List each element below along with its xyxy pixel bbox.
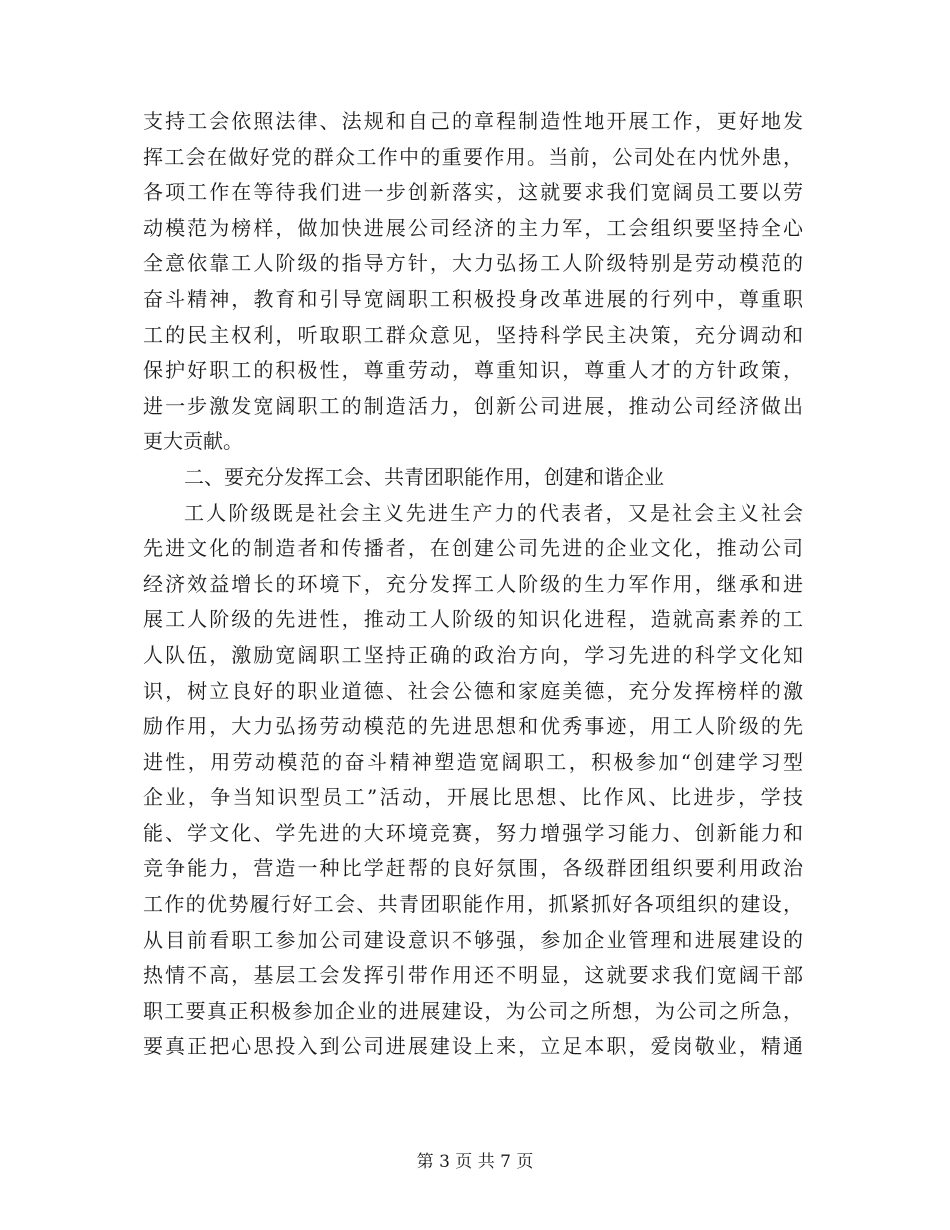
text-line: 先进文化的制造者和传播者，在创建公司先进的企业文化，推动公司 <box>143 536 803 561</box>
text-line: 识，树立良好的职业道德、社会公德和家庭美德，充分发挥榜样的激 <box>143 678 803 703</box>
text-line: 全意依靠工人阶级的指导方针，大力弘扬工人阶级特别是劳动模范的 <box>143 251 803 276</box>
text-line: 企业，争当知识型员工”活动，开展比思想、比作风、比进步，学技 <box>143 785 803 810</box>
text-line: 支持工会依照法律、法规和自己的章程制造性地开展工作，更好地发 <box>143 109 803 133</box>
text-line: 竞争能力，营造一种比学赶帮的良好氛围，各级群团组织要利用政治 <box>143 856 803 881</box>
text-line: 工的民主权利，听取职工群众意见，坚持科学民主决策，充分调动和 <box>143 322 803 347</box>
text-line-paragraph-end: 更大贡献。 <box>143 429 243 454</box>
text-line-paragraph-start: 工人阶级既是社会主义先进生产力的代表者，又是社会主义社会 <box>184 500 803 525</box>
text-line: 从目前看职工参加公司建设意识不够强，参加企业管理和进展建设的 <box>143 927 803 952</box>
text-line: 奋斗精神，教育和引导宽阔职工积极投身改革进展的行列中，尊重职 <box>143 286 803 311</box>
text-line: 职工要真正积极参加企业的进展建设，为公司之所想，为公司之所急， <box>143 998 803 1023</box>
text-line: 展工人阶级的先进性，推动工人阶级的知识化进程，造就高素养的工 <box>143 607 803 632</box>
text-line: 进一步激发宽阔职工的制造活力，创新公司进展，推动公司经济做出 <box>143 393 803 418</box>
section-heading: 二、要充分发挥工会、共青团职能作用，创建和谐企业 <box>184 464 664 489</box>
text-line: 人队伍，激励宽阔职工坚持正确的政治方向，学习先进的科学文化知 <box>143 642 803 667</box>
text-line: 工作的优势履行好工会、共青团职能作用，抓紧抓好各项组织的建设， <box>143 892 803 917</box>
page-number: 第 3 页 共 7 页 <box>416 1152 534 1172</box>
text-line: 经济效益增长的环境下，充分发挥工人阶级的生力军作用，继承和进 <box>143 571 803 596</box>
text-line: 挥工会在做好党的群众工作中的重要作用。当前，公司处在内忧外患， <box>143 144 803 169</box>
text-line: 热情不高，基层工会发挥引带作用还不明显，这就要求我们宽阔干部 <box>143 963 803 988</box>
text-line: 进性，用劳动模范的奋斗精神塑造宽阔职工，积极参加“创建学习型 <box>143 749 803 774</box>
text-line: 励作用，大力弘扬劳动模范的先进思想和优秀事迹，用工人阶级的先 <box>143 714 803 739</box>
text-line: 各项工作在等待我们进一步创新落实，这就要求我们宽阔员工要以劳 <box>143 180 803 205</box>
text-line: 要真正把心思投入到公司进展建设上来，立足本职，爱岗敬业，精通 <box>143 1034 803 1059</box>
text-line: 动模范为榜样，做加快进展公司经济的主力军，工会组织要坚持全心 <box>143 215 803 240</box>
text-line: 保护好职工的积极性，尊重劳动，尊重知识，尊重人才的方针政策， <box>143 358 803 383</box>
text-line: 能、学文化、学先进的大环境竞赛，努力增强学习能力、创新能力和 <box>143 820 803 845</box>
document-body <box>143 104 803 1065</box>
